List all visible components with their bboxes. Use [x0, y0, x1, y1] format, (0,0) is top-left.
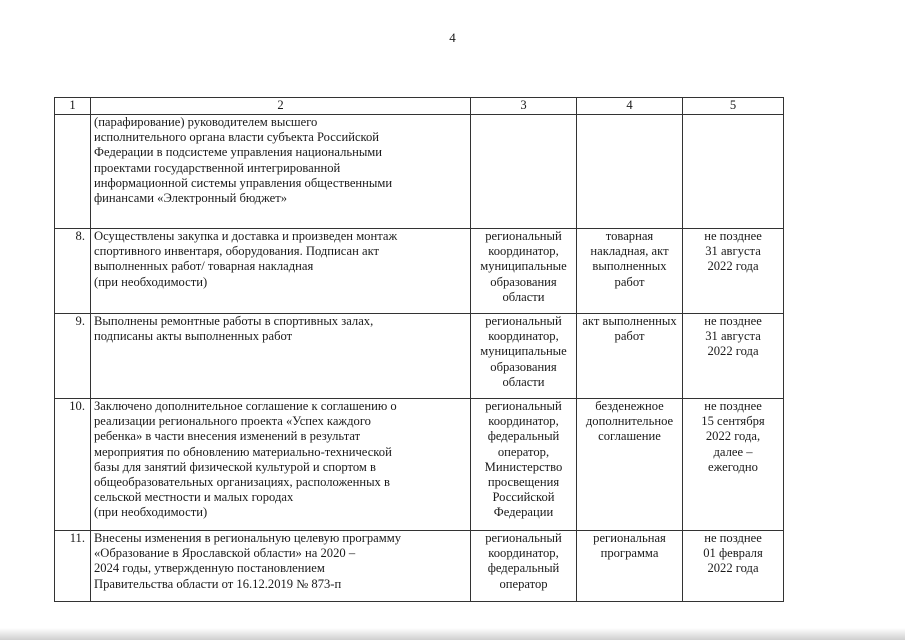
- column-header: 3: [471, 98, 577, 115]
- table-row: [55, 531, 784, 602]
- column-header: 1: [55, 98, 91, 115]
- text-line: информационной системы управления общественными: [94, 175, 393, 190]
- text-line: реализации регионального проекта «Успех каждого: [94, 414, 371, 429]
- text-line: федеральный: [487, 561, 560, 576]
- text-line: координатор,: [488, 546, 559, 561]
- text-line: спортивного инвентаря, оборудования. Подписан акт: [94, 244, 380, 259]
- deadline-cell: [683, 314, 784, 399]
- text-line: не позднее: [704, 399, 762, 413]
- text-line: Заключено дополнительное соглашение к соглашению о: [94, 399, 397, 413]
- text-line: выполненных работ/ товарная накладная: [94, 259, 314, 274]
- text-line: накладная, акт: [590, 244, 669, 259]
- table-row: [55, 229, 784, 314]
- text-line: оператор: [499, 576, 548, 591]
- text-line: региональный: [485, 229, 562, 243]
- text-line: 15 сентября: [701, 414, 765, 429]
- column-header: 4: [577, 98, 683, 115]
- scan-edge: [0, 628, 905, 640]
- header-row: [55, 98, 784, 115]
- deadline-cell: [683, 229, 784, 314]
- text-line: далее –: [713, 444, 753, 459]
- text-line: Министерство: [484, 459, 563, 474]
- events-table: [54, 97, 784, 602]
- text-line: проектами государственной интегрированной: [94, 160, 341, 175]
- text-line: образования: [490, 274, 557, 289]
- text-line: «Образование в Ярославской области» на 2020 –: [94, 546, 356, 561]
- text-line: ребенка» в части внесения изменений в результат: [94, 429, 361, 444]
- deadline-cell: [683, 531, 784, 602]
- responsible-cell: [471, 115, 577, 229]
- text-line: муниципальные: [480, 344, 567, 359]
- text-line: акт выполненных: [582, 314, 677, 328]
- text-line: 2022 года: [707, 561, 759, 576]
- text-line: Правительства области от 16.12.2019 № 873-п: [94, 576, 342, 591]
- document-cell: [577, 229, 683, 314]
- text-line: безденежное: [595, 399, 664, 413]
- text-line: региональная: [593, 531, 666, 545]
- row-number: 11.: [55, 531, 91, 602]
- row-number: 8.: [55, 229, 91, 314]
- text-line: координатор,: [488, 414, 559, 429]
- text-line: (при необходимости): [94, 274, 208, 289]
- text-line: товарная: [605, 229, 654, 243]
- text-line: 31 августа: [705, 244, 761, 259]
- text-line: координатор,: [488, 329, 559, 344]
- row-number: 10.: [55, 399, 91, 531]
- text-line: 2022 года: [707, 344, 759, 359]
- event-description: [91, 229, 471, 314]
- text-line: не позднее: [704, 229, 762, 243]
- text-line: 31 августа: [705, 329, 761, 344]
- text-line: не позднее: [704, 531, 762, 545]
- text-line: исполнительного органа власти субъекта Российской: [94, 130, 380, 145]
- responsible-cell: [471, 314, 577, 399]
- text-line: базы для занятий физической культурой и спортом в: [94, 459, 376, 474]
- text-line: области: [502, 289, 545, 304]
- text-line: региональный: [485, 531, 562, 545]
- page-number: 4: [449, 30, 456, 45]
- text-line: ежегодно: [708, 459, 758, 474]
- document-cell: [577, 115, 683, 229]
- document-cell: [577, 531, 683, 602]
- text-line: соглашение: [598, 429, 661, 444]
- text-line: 2022 года: [707, 259, 759, 274]
- text-line: Федерации в подсистеме управления национальными: [94, 145, 383, 160]
- table-row: [55, 399, 784, 531]
- text-line: федеральный: [487, 429, 560, 444]
- text-line: Выполнены ремонтные работы в спортивных залах,: [94, 314, 374, 328]
- text-line: просвещения: [487, 475, 560, 490]
- text-line: области: [502, 374, 545, 389]
- text-line: региональный: [485, 399, 562, 413]
- text-line: выполненных: [592, 259, 667, 274]
- text-line: Российской: [492, 490, 555, 505]
- event-description: [91, 399, 471, 531]
- event-description: [91, 115, 471, 229]
- text-line: общеобразовательных организациях, расположенных в: [94, 475, 390, 490]
- event-description: [91, 531, 471, 602]
- text-line: региональный: [485, 314, 562, 328]
- text-line: программа: [600, 546, 659, 561]
- text-line: муниципальные: [480, 259, 567, 274]
- responsible-cell: [471, 531, 577, 602]
- text-line: 2022 года,: [705, 429, 761, 444]
- text-line: Осуществлены закупка и доставка и произведен монтаж: [94, 229, 398, 243]
- text-line: (парафирование) руководителем высшего: [94, 115, 318, 129]
- deadline-cell: [683, 115, 784, 229]
- table-row: [55, 115, 784, 229]
- text-line: образования: [490, 359, 557, 374]
- text-line: Внесены изменения в региональную целевую программу: [94, 531, 402, 545]
- text-line: мероприятия по обновлению материально-технической: [94, 444, 392, 459]
- deadline-cell: [683, 399, 784, 531]
- text-line: не позднее: [704, 314, 762, 328]
- text-line: финансами «Электронный бюджет»: [94, 191, 288, 206]
- text-line: 2024 годы, утвержденную постановлением: [94, 561, 325, 576]
- text-line: работ: [614, 329, 645, 344]
- column-header: 2: [91, 98, 471, 115]
- document-cell: [577, 399, 683, 531]
- text-line: сельской местности и малых городах: [94, 490, 294, 505]
- text-line: подписаны акты выполненных работ: [94, 329, 293, 344]
- text-line: (при необходимости): [94, 505, 208, 520]
- document-cell: [577, 314, 683, 399]
- column-header: 5: [683, 98, 784, 115]
- text-line: оператор,: [497, 444, 550, 459]
- text-line: координатор,: [488, 244, 559, 259]
- table-row: [55, 314, 784, 399]
- text-line: работ: [614, 274, 645, 289]
- text-line: дополнительное: [585, 414, 674, 429]
- responsible-cell: [471, 229, 577, 314]
- responsible-cell: [471, 399, 577, 531]
- row-number: [55, 115, 91, 229]
- row-number: 9.: [55, 314, 91, 399]
- text-line: 01 февраля: [703, 546, 763, 561]
- text-line: Федерации: [493, 505, 554, 520]
- event-description: [91, 314, 471, 399]
